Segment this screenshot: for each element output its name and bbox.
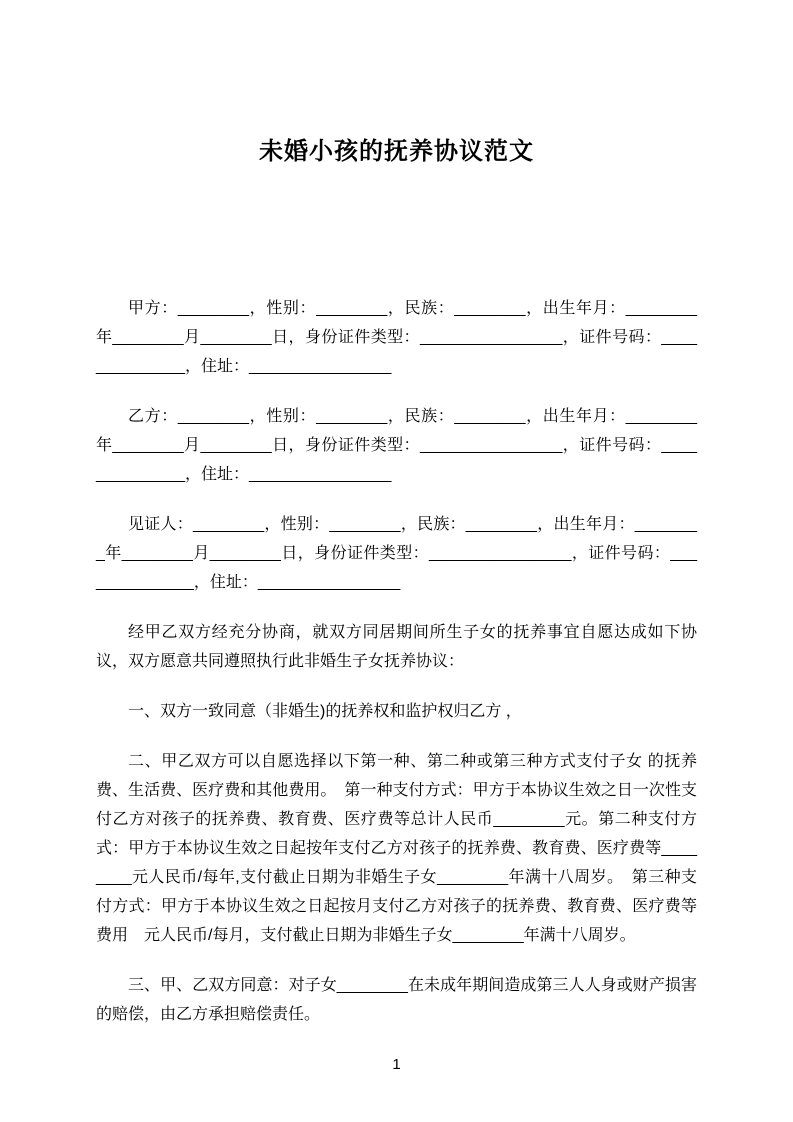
document-title: 未婚小孩的抚养协议范文	[259, 138, 534, 165]
paragraph-party-b-info: 乙方：________，性别：________，民族：________，出生年月：________年________月________日，身份证件类型：________________，证件号码：______________，住址：________________	[96, 408, 697, 483]
paragraph-party-a-info: 甲方：________，性别：________，民族：________，出生年月：________年________月________日，身份证件类型：________________，证件号码：______________，住址：________________	[96, 300, 697, 375]
paragraph-clause-2: 二、甲乙双方可以自愿选择以下第一种、第二种或第三种方式支付子女 的抚养费、生活费、医疗费和其他费用。 第一种支付方式：甲方于本协议生效之日一次性支付乙方对孩子的抚养费、教育费、医疗费等总计人民币________元。第二种支付方式：甲方于本协议生效之日起按年支付乙方对孩子的抚养费、教育费、医疗费等________元人民币/每年,支付截止日期为非婚生子女________年满十八周岁。 第三种支付方式：甲方于本协议生效之日起按月支付乙方对孩子的抚养费、教育费、医疗费等费用 元人民币/每月，支付截止日期为非婚生子女________年满十八周岁。	[96, 753, 697, 944]
paragraph-clause-1: 一、双方一致同意（非婚生)的抚养权和监护权归乙方 ，	[128, 703, 522, 720]
page-number: 1	[392, 1056, 401, 1073]
paragraph-clause-3: 三、甲、乙双方同意：对子女________在未成年期间造成第三人人身或财产损害的赔偿，由乙方承担赔偿责任。	[96, 977, 697, 1023]
paragraph-preamble: 经甲乙双方经充分协商，就双方同居期间所生子女的抚养事宜自愿达成如下协议，双方愿意共同遵照执行此非婚生子女抚养协议：	[96, 624, 697, 670]
paragraph-witness-info: 见证人：________，性别：________，民族：________，出生年月：________年________月________日，身份证件类型：________________，证件号码：______________，住址：________________	[96, 516, 697, 591]
